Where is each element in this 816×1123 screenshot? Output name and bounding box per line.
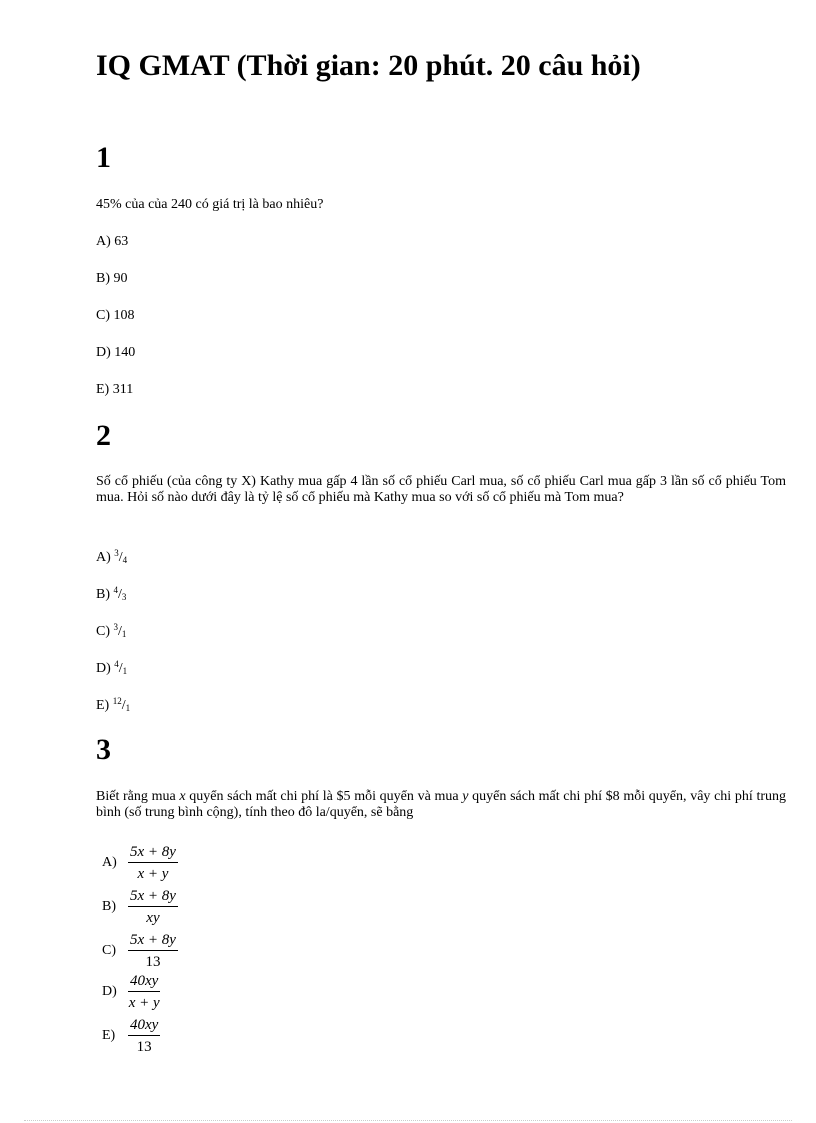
question-2-text: Số cổ phiếu (của công ty X) Kathy mua gấp 4 lần số cổ phiếu Carl mua, số cổ phiếu Carl mua gấp 3 lần số cổ phiếu Tom mua. Hỏi số nào dưới đây là tỷ lệ số cổ phiếu mà Kathy mua so với số cổ phiếu mà Tom mua? [96, 474, 786, 505]
fraction-numerator: 40xy [128, 972, 160, 992]
fraction-denominator: 1 [121, 629, 127, 639]
fraction [128, 843, 178, 883]
question-3-option-e [102, 1015, 160, 1057]
question-1-option-d: D) 140 [96, 345, 136, 360]
fraction-numerator: 3 [114, 548, 119, 558]
question-1-option-e: E) 311 [96, 382, 134, 397]
fraction-denominator: 13 [136, 1039, 152, 1055]
question-3-text-part: quyển sách mất chi phí là $5 mỗi quyển và mua [185, 789, 463, 804]
question-2-option-d: D) $^4/_1$ [96, 659, 128, 676]
question-3-option-b [102, 886, 178, 928]
question-2-option-e: E) $^{12}/_1$ [96, 696, 131, 713]
question-1-option-c: C) 108 [96, 308, 135, 323]
fraction-denominator: 13 [145, 954, 161, 970]
fraction-numerator: 5x + 8y [128, 887, 178, 907]
option-label: C) [96, 624, 110, 639]
fraction-numerator: 5x + 8y [128, 931, 178, 951]
option-label: E) [102, 1028, 116, 1043]
variable-x: x [179, 789, 186, 804]
question-3-option-d [102, 971, 160, 1013]
fraction-denominator: 1 [125, 703, 131, 713]
fraction-denominator: 3 [121, 592, 127, 602]
question-1-text: 45% của của 240 có giá trị là bao nhiêu? [96, 197, 324, 212]
question-3-text [96, 789, 786, 821]
option-label: A) [96, 550, 111, 565]
fraction [128, 887, 178, 927]
question-2-option-c: C) $^3/_1$ [96, 622, 127, 639]
fraction-numerator: 4 [113, 585, 118, 595]
question-2-option-a: A) $^3/_4$ [96, 548, 128, 565]
option-label: A) [102, 855, 117, 870]
option-label: E) [96, 698, 110, 713]
question-3-option-a [102, 842, 178, 884]
fraction [128, 931, 178, 971]
page-title: IQ GMAT (Thời gian: 20 phút. 20 câu hỏi) [96, 49, 641, 82]
fraction-numerator: 40xy [128, 1016, 160, 1036]
question-1-option-b: B) 90 [96, 271, 128, 286]
fraction [128, 1016, 160, 1056]
fraction-denominator: x + y [128, 995, 160, 1011]
option-label: C) [102, 943, 116, 958]
fraction-denominator: xy [146, 910, 160, 926]
fraction-numerator: 5x + 8y [128, 843, 178, 863]
question-2-option-b: B) $^4/_3$ [96, 585, 127, 602]
question-3-text-part: quyển sách mất chi phí $8 mỗi quyển, vây chi phí trung bình (số trung bình cộng), tính theo đô la/quyển, sẽ bằng [96, 789, 787, 820]
question-1-option-a: A) 63 [96, 234, 129, 249]
fraction-numerator: 12 [112, 696, 122, 706]
fraction-denominator: 1 [122, 666, 128, 676]
option-label: D) [102, 984, 117, 999]
option-label: B) [102, 899, 116, 914]
question-3-option-c [102, 930, 178, 972]
question-3-text-part: Biết rằng mua [96, 789, 180, 804]
question-3-number: 3 [96, 733, 111, 766]
fraction [128, 972, 160, 1012]
fraction-numerator: 3 [113, 622, 118, 632]
variable-y: y [462, 789, 469, 804]
option-label: D) [96, 661, 111, 676]
fraction-denominator: 4 [122, 555, 128, 565]
question-2-number: 2 [96, 419, 111, 452]
fraction-numerator: 4 [114, 659, 119, 669]
option-label: B) [96, 587, 110, 602]
page-bottom-divider [24, 1120, 792, 1121]
question-1-number: 1 [96, 141, 111, 174]
fraction-denominator: x + y [137, 866, 169, 882]
